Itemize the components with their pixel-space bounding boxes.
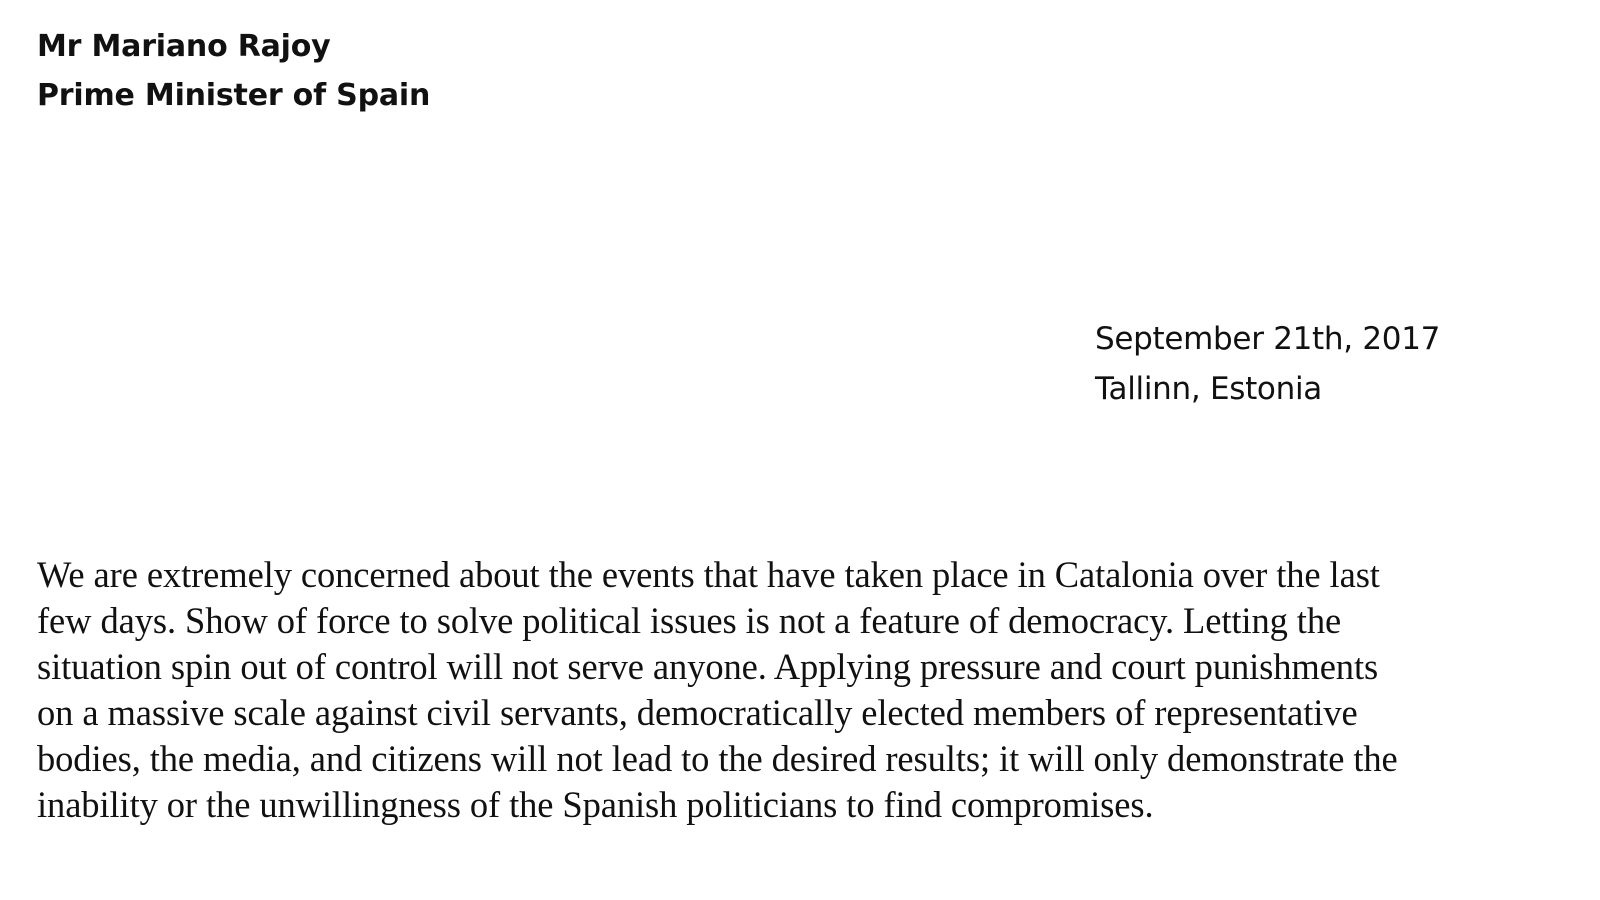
recipient-title: Prime Minister of Spain — [37, 78, 431, 113]
body-line: situation spin out of control will not serve anyone. Applying pressure and court punishments — [37, 646, 1379, 687]
body-line: on a massive scale against civil servants, democratically elected members of representative — [37, 692, 1358, 733]
letter-place: Tallinn, Estonia — [1095, 371, 1322, 407]
recipient-name: Mr Mariano Rajoy — [37, 29, 331, 64]
body-line: bodies, the media, and citizens will not lead to the desired results; it will only demonstrate the — [37, 738, 1398, 779]
letter-date: September 21th, 2017 — [1095, 321, 1441, 357]
body-line: few days. Show of force to solve political issues is not a feature of democracy. Letting the — [37, 600, 1342, 641]
body-line: We are extremely concerned about the events that have taken place in Catalonia over the last — [37, 554, 1380, 595]
letter-body — [37, 552, 1552, 828]
body-line: inability or the unwillingness of the Spanish politicians to find compromises. — [37, 784, 1154, 825]
dateline-block — [1095, 314, 1440, 414]
recipient-block — [37, 22, 430, 120]
